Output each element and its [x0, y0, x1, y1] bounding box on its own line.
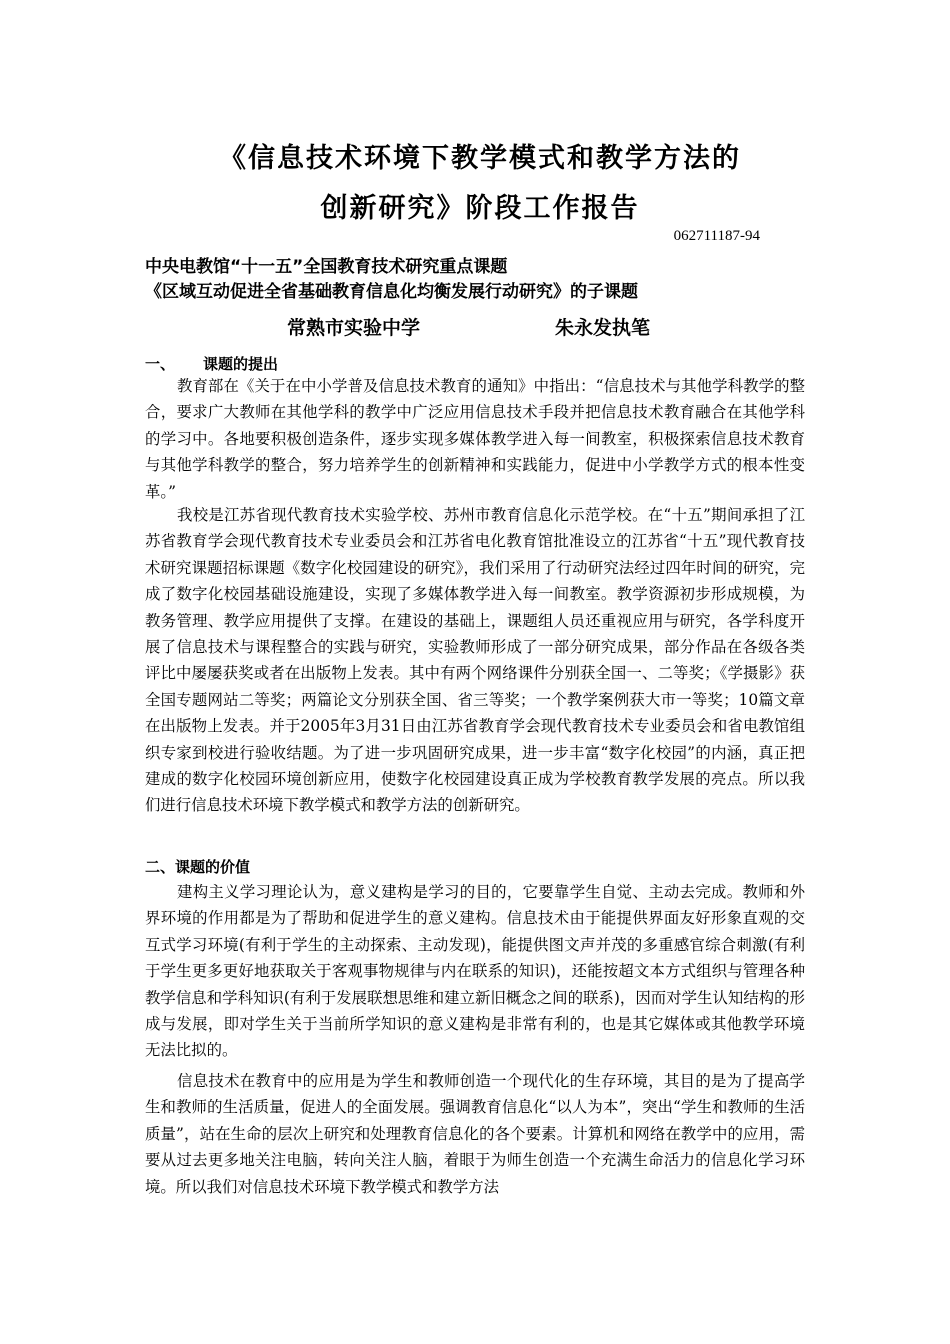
section-heading-2: [145, 856, 250, 877]
section-title-2: 课题的价值: [175, 858, 251, 876]
paragraph: 建构主义学习理论认为，意义建构是学习的目的，它要靠学生自觉、主动去完成。教师和外界环境的作用都是为了帮助和促进学生的意义建构。信息技术由于能提供界面友好形象直观的交互式学习环境(有利于学生的主动探索、主动发现)，能提供图文声并茂的多重感官综合刺激(有利于学生更多更好地获取关于客观事物规律与内在联系的知识)，还能按超文本方式组织与管理各种教学信息和学科知识(有利于发展联想思维和建立新旧概念之间的联系)，因而对学生认知结构的形成与发展，即对学生关于当前所学知识的意义建构是非常有利的，也是其它媒体或其他教学环境无法比拟的。: [145, 883, 805, 1060]
section-number-2: 二、: [145, 858, 176, 876]
subtitle-subproject: 《区域互动促进全省基础教育信息化均衡发展行动研究》的子课题: [145, 282, 638, 302]
document-title-line-2: 创新研究》阶段工作报告: [320, 193, 640, 224]
paragraph: 信息技术在教育中的应用是为学生和教师创造一个现代化的生存环境，其目的是为了提高学生和教师的生活质量，促进人的全面发展。强调教育信息化“以人为本”，突出“学生和教师的生活质量”，站在生命的层次上研究和处理教育信息化的各个要素。计算机和网络在教学中的应用，需要从过去更多地关注电脑，转向关注人脑，着眼于为师生创造一个充满生命活力的信息化学习环境。所以我们对信息技术环境下教学模式和教学方法: [145, 1072, 805, 1196]
section-title-1: 课题的提出: [203, 355, 279, 373]
paragraph: 教育部在《关于在中小学普及信息技术教育的通知》中指出：“信息技术与其他学科教学的整合，要求广大教师在其他学科的教学中广泛应用信息技术手段并把信息技术教育融合在其他学科的学习中。各地要积极创造条件，逐步实现多媒体教学进入每一间教室，积极探索信息技术教育与其他学科教学的整合，努力培养学生的创新精神和实践能力，促进中小学教学方式的根本性变革。”: [145, 377, 805, 501]
section-number-1: 一、: [145, 355, 176, 373]
paragraph: 我校是江苏省现代教育技术实验学校、苏州市教育信息化示范学校。在“十五”期间承担了江苏省教育学会现代教育技术专业委员会和江苏省电化教育馆批准设立的江苏省“十五”现代教育技术研究课题招标课题《数字化校园建设的研究》，我们采用了行动研究法经过四年时间的研究，完成了数字化校园基础设施建设，实现了多媒体教学进入每一间教室。教学资源初步形成规模，为教务管理、教学应用提供了支撑。在建设的基础上，课题组人员还重视应用与研究，各学科度开展了信息技术与课程整合的实践与研究，实验教师形成了一部分研究成果，部分作品在各级各类评比中屡屡获奖或者在出版物上发表。其中有两个网络课件分别获全国一、二等奖；《学摄影》获全国专题网站二等奖；两篇论文分别获全国、省三等奖；一个教学案例获大市一等奖；10篇文章在出版物上发表。并于2005年3月31日由江苏省教育学会现代教育技术专业委员会和省电教馆组织专家到校进行验收结题。为了进一步巩固研究成果，进一步丰富“数字化校园”的内涵，真正把建成的数字化校园环境创新应用，使数字化校园建设真正成为学校教育教学发展的亮点。所以我们进行信息技术环境下教学模式和教学方法的创新研究。: [145, 506, 805, 815]
subtitle-project: 中央电教馆“十一五”全国教育技术研究重点课题: [145, 257, 508, 277]
document-code: 062711187-94: [673, 228, 760, 244]
author-name: 朱永发执笔: [555, 317, 651, 339]
school-name: 常熟市实验中学: [287, 317, 421, 339]
document-title-line-1: 《信息技术环境下教学模式和教学方法的: [219, 143, 741, 174]
